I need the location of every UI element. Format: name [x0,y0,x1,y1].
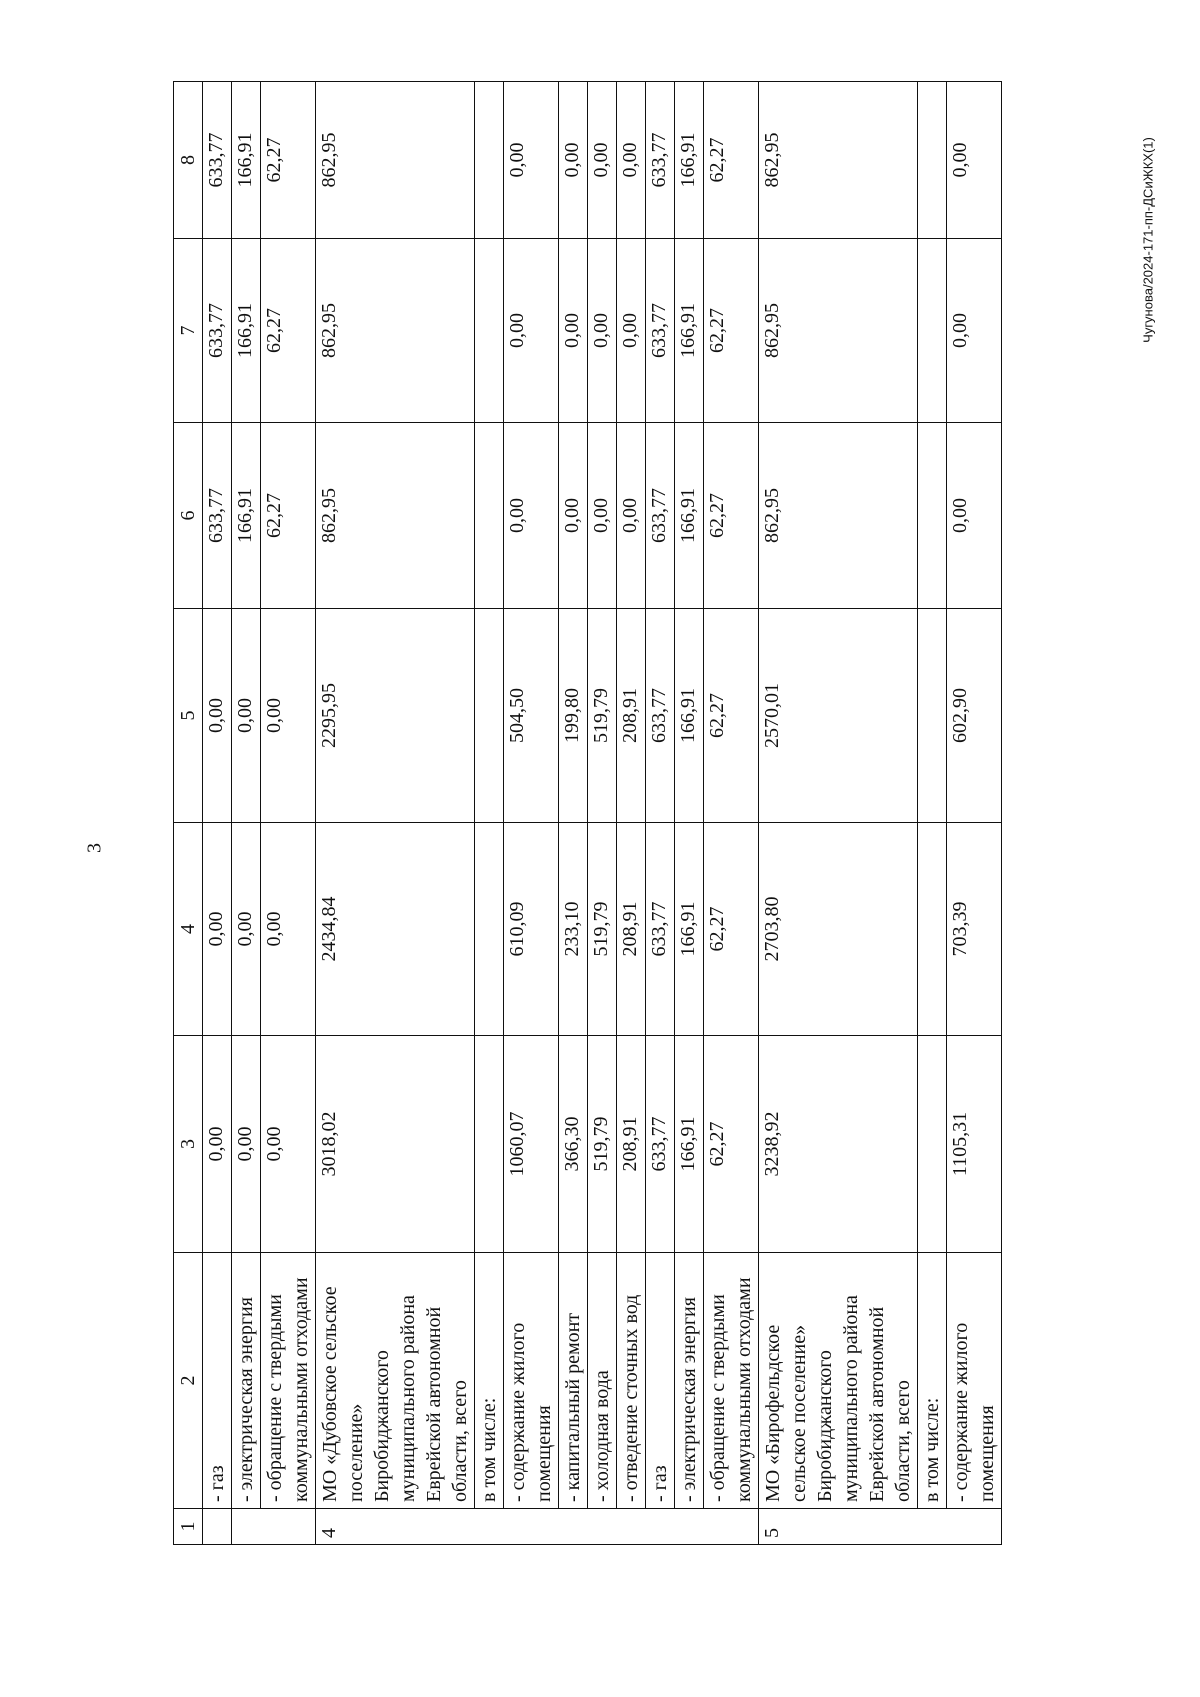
row-label: в том числе: [918,1253,947,1509]
value-cell: 62,27 [261,239,316,423]
value-cell: 0,00 [947,423,1002,609]
table-row [559,82,588,1545]
value-cell: 166,91 [675,823,704,1036]
value-cell: 199,80 [559,609,588,823]
value-cell: 862,95 [759,82,918,239]
value-cell: 862,95 [316,82,475,239]
value-cell [918,609,947,823]
row-label: - отведение сточных вод [617,1253,646,1509]
value-cell: 208,91 [617,823,646,1036]
table-row [504,82,559,1545]
value-cell: 519,79 [588,823,617,1036]
value-cell: 633,77 [203,82,232,239]
value-cell: 0,00 [232,823,261,1036]
value-cell: 0,00 [588,239,617,423]
value-cell: 166,91 [675,82,704,239]
value-cell: 0,00 [947,82,1002,239]
rotated-table-container [173,82,1081,1545]
value-cell: 0,00 [261,823,316,1036]
value-cell: 633,77 [646,823,675,1036]
value-cell [918,423,947,609]
table-row [203,82,232,1545]
table-row [947,82,1002,1545]
row-number: 5 [759,1509,1002,1545]
table-row [918,82,947,1545]
value-cell: 62,27 [261,423,316,609]
value-cell: 1060,07 [504,1036,559,1253]
value-cell [475,423,504,609]
value-cell: 0,00 [232,609,261,823]
value-cell [475,823,504,1036]
column-header: 2 [174,1253,203,1509]
value-cell [475,82,504,239]
value-cell: 504,50 [504,609,559,823]
page-number: 3 [83,843,106,853]
table-row [475,82,504,1545]
row-label: - холодная вода [588,1253,617,1509]
value-cell: 62,27 [704,823,759,1036]
row-label: - электрическая энергия [232,1253,261,1509]
value-cell [475,609,504,823]
value-cell: 0,00 [588,82,617,239]
value-cell: 703,39 [947,823,1002,1036]
value-cell: 166,91 [232,82,261,239]
value-cell: 62,27 [704,423,759,609]
value-cell: 0,00 [617,82,646,239]
header-row [174,82,203,1545]
value-cell: 0,00 [504,423,559,609]
value-cell: 633,77 [646,1036,675,1253]
row-number [261,1509,316,1545]
column-header: 4 [174,823,203,1036]
value-cell: 519,79 [588,1036,617,1253]
value-cell [918,1036,947,1253]
value-cell: 233,10 [559,823,588,1036]
value-cell: 0,00 [232,1036,261,1253]
value-cell: 166,91 [232,239,261,423]
row-label: - обращение с твердыми коммунальными отходами [704,1253,759,1509]
value-cell: 208,91 [617,609,646,823]
table-row [261,82,316,1545]
value-cell: 633,77 [203,423,232,609]
column-header: 1 [174,1509,203,1545]
row-label: - электрическая энергия [675,1253,704,1509]
value-cell: 633,77 [646,82,675,239]
value-cell: 1105,31 [947,1036,1002,1253]
value-cell: 3238,92 [759,1036,918,1253]
column-header: 5 [174,609,203,823]
value-cell: 166,91 [675,423,704,609]
table-row [232,82,261,1545]
value-cell: 62,27 [704,82,759,239]
value-cell: 166,91 [675,609,704,823]
row-label: - газ [646,1253,675,1509]
row-label: - содержание жилого помещения [947,1253,1002,1509]
value-cell: 2295,95 [316,609,475,823]
row-label: - обращение с твердыми коммунальными отходами [261,1253,316,1509]
value-cell: 0,00 [559,239,588,423]
value-cell [475,239,504,423]
value-cell: 610,09 [504,823,559,1036]
value-cell: 602,90 [947,609,1002,823]
value-cell: 0,00 [203,1036,232,1253]
table-row [646,82,675,1545]
row-label: - содержание жилого помещения [504,1253,559,1509]
table-row [316,82,475,1545]
value-cell: 519,79 [588,609,617,823]
value-cell: 62,27 [261,82,316,239]
value-cell: 0,00 [261,1036,316,1253]
value-cell: 862,95 [759,239,918,423]
value-cell: 0,00 [617,423,646,609]
value-cell: 208,91 [617,1036,646,1253]
value-cell: 2434,84 [316,823,475,1036]
value-cell: 0,00 [261,609,316,823]
row-number [203,1509,232,1545]
value-cell: 166,91 [232,423,261,609]
value-cell: 62,27 [704,239,759,423]
row-label: в том числе: [475,1253,504,1509]
value-cell [918,823,947,1036]
value-cell: 633,77 [646,423,675,609]
table-row [617,82,646,1545]
value-cell: 0,00 [559,82,588,239]
row-label: - капитальный ремонт [559,1253,588,1509]
value-cell: 633,77 [203,239,232,423]
value-cell: 0,00 [504,82,559,239]
row-label: МО «Дубовское сельское поселение» Биробиджанского муниципального района Еврейской автономной области, всего [316,1253,475,1509]
value-cell: 3018,02 [316,1036,475,1253]
value-cell: 166,91 [675,239,704,423]
value-cell: 2703,80 [759,823,918,1036]
value-cell: 633,77 [646,239,675,423]
row-label: МО «Бирофельдское сельское поселение» Биробиджанского муниципального района Еврейской автономной области, всего [759,1253,918,1509]
table-row [759,82,918,1545]
table-row [675,82,704,1545]
value-cell: 62,27 [704,1036,759,1253]
value-cell: 862,95 [316,423,475,609]
value-cell: 862,95 [759,423,918,609]
value-cell: 862,95 [316,239,475,423]
table-row [588,82,617,1545]
tariff-table [173,81,1002,1545]
column-header: 7 [174,239,203,423]
table-row [704,82,759,1545]
value-cell: 0,00 [504,239,559,423]
column-header: 8 [174,82,203,239]
value-cell: 2570,01 [759,609,918,823]
value-cell: 633,77 [646,609,675,823]
value-cell [918,239,947,423]
value-cell: 0,00 [588,423,617,609]
value-cell: 0,00 [203,823,232,1036]
value-cell: 0,00 [947,239,1002,423]
value-cell: 0,00 [617,239,646,423]
value-cell: 0,00 [203,609,232,823]
value-cell [475,1036,504,1253]
value-cell: 366,30 [559,1036,588,1253]
column-header: 3 [174,1036,203,1253]
row-label: - газ [203,1253,232,1509]
value-cell [918,82,947,239]
value-cell: 166,91 [675,1036,704,1253]
column-header: 6 [174,423,203,609]
row-number: 4 [316,1509,759,1545]
document-reference: Чугунова/2024-171-пп-ДСиЖКХ(1) [1140,137,1156,343]
value-cell: 62,27 [704,609,759,823]
value-cell: 0,00 [559,423,588,609]
row-number [232,1509,261,1545]
